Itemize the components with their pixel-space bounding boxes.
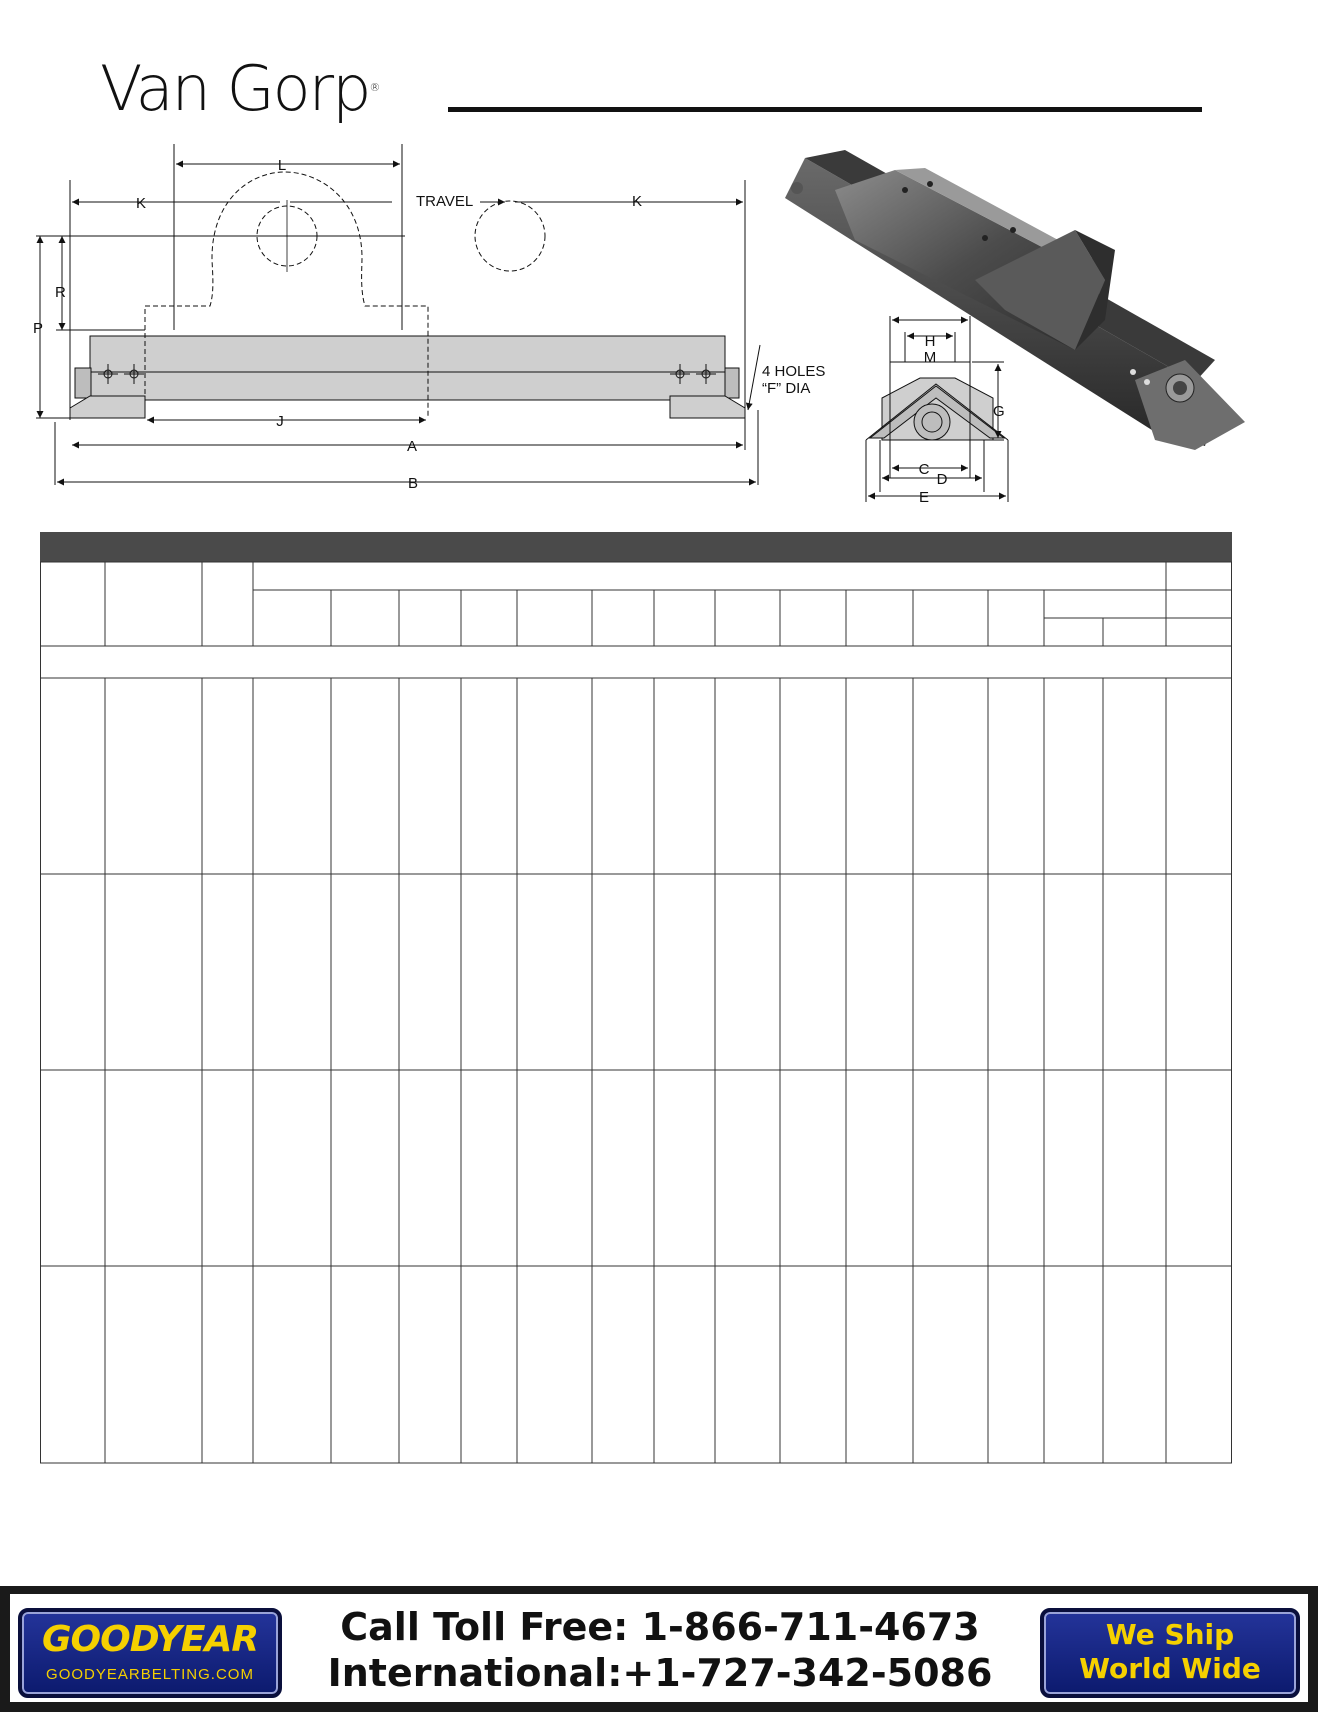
goodyear-url[interactable]: GOODYEARBELTING.COM — [46, 1666, 254, 1683]
dim-label-h: H — [924, 333, 936, 350]
registered-mark: ® — [369, 81, 381, 94]
rail-body — [90, 336, 725, 400]
goodyear-brand: GOODYEAR — [41, 1619, 259, 1660]
dim-label-d: D — [936, 471, 948, 488]
dim-label-a: A — [406, 438, 418, 455]
table-col-lines-header — [105, 562, 1166, 646]
holes-label-line2: “F” DIA — [762, 380, 811, 397]
dim-label-p: P — [33, 320, 44, 337]
dim-label-c: C — [918, 461, 930, 478]
brand-name: Van Gorp — [100, 52, 370, 125]
dim-label-b: B — [407, 475, 419, 492]
dim-label-l: L — [277, 157, 287, 174]
dim-label-travel: TRAVEL — [416, 193, 474, 210]
dim-label-e: E — [918, 489, 930, 506]
product-photo — [775, 150, 1255, 460]
ship-line-2: World Wide — [1079, 1652, 1261, 1685]
we-ship-badge — [1040, 1608, 1300, 1698]
footer-inner — [10, 1594, 1308, 1702]
dim-label-k-right: K — [631, 193, 643, 210]
dim-label-j: J — [276, 413, 284, 430]
title-rule — [448, 107, 1202, 112]
dim-label-k-left: K — [135, 195, 147, 212]
toll-free-phone[interactable]: Call Toll Free: 1-866-711-4673 — [340, 1605, 980, 1649]
dim-label-g: G — [993, 403, 1005, 420]
dim-label-r: R — [55, 284, 66, 301]
vangorp-logo — [100, 52, 381, 125]
footer-banner — [0, 1586, 1318, 1712]
holes-label-line1: 4 HOLES — [762, 363, 826, 380]
ship-line-1: We Ship — [1105, 1618, 1235, 1651]
spec-table — [40, 532, 1232, 1464]
goodyear-badge[interactable] — [18, 1608, 282, 1698]
international-phone[interactable]: International:+1-727-342-5086 — [327, 1651, 993, 1695]
dim-label-m: M — [923, 349, 937, 366]
ship-text — [1044, 1618, 1296, 1686]
